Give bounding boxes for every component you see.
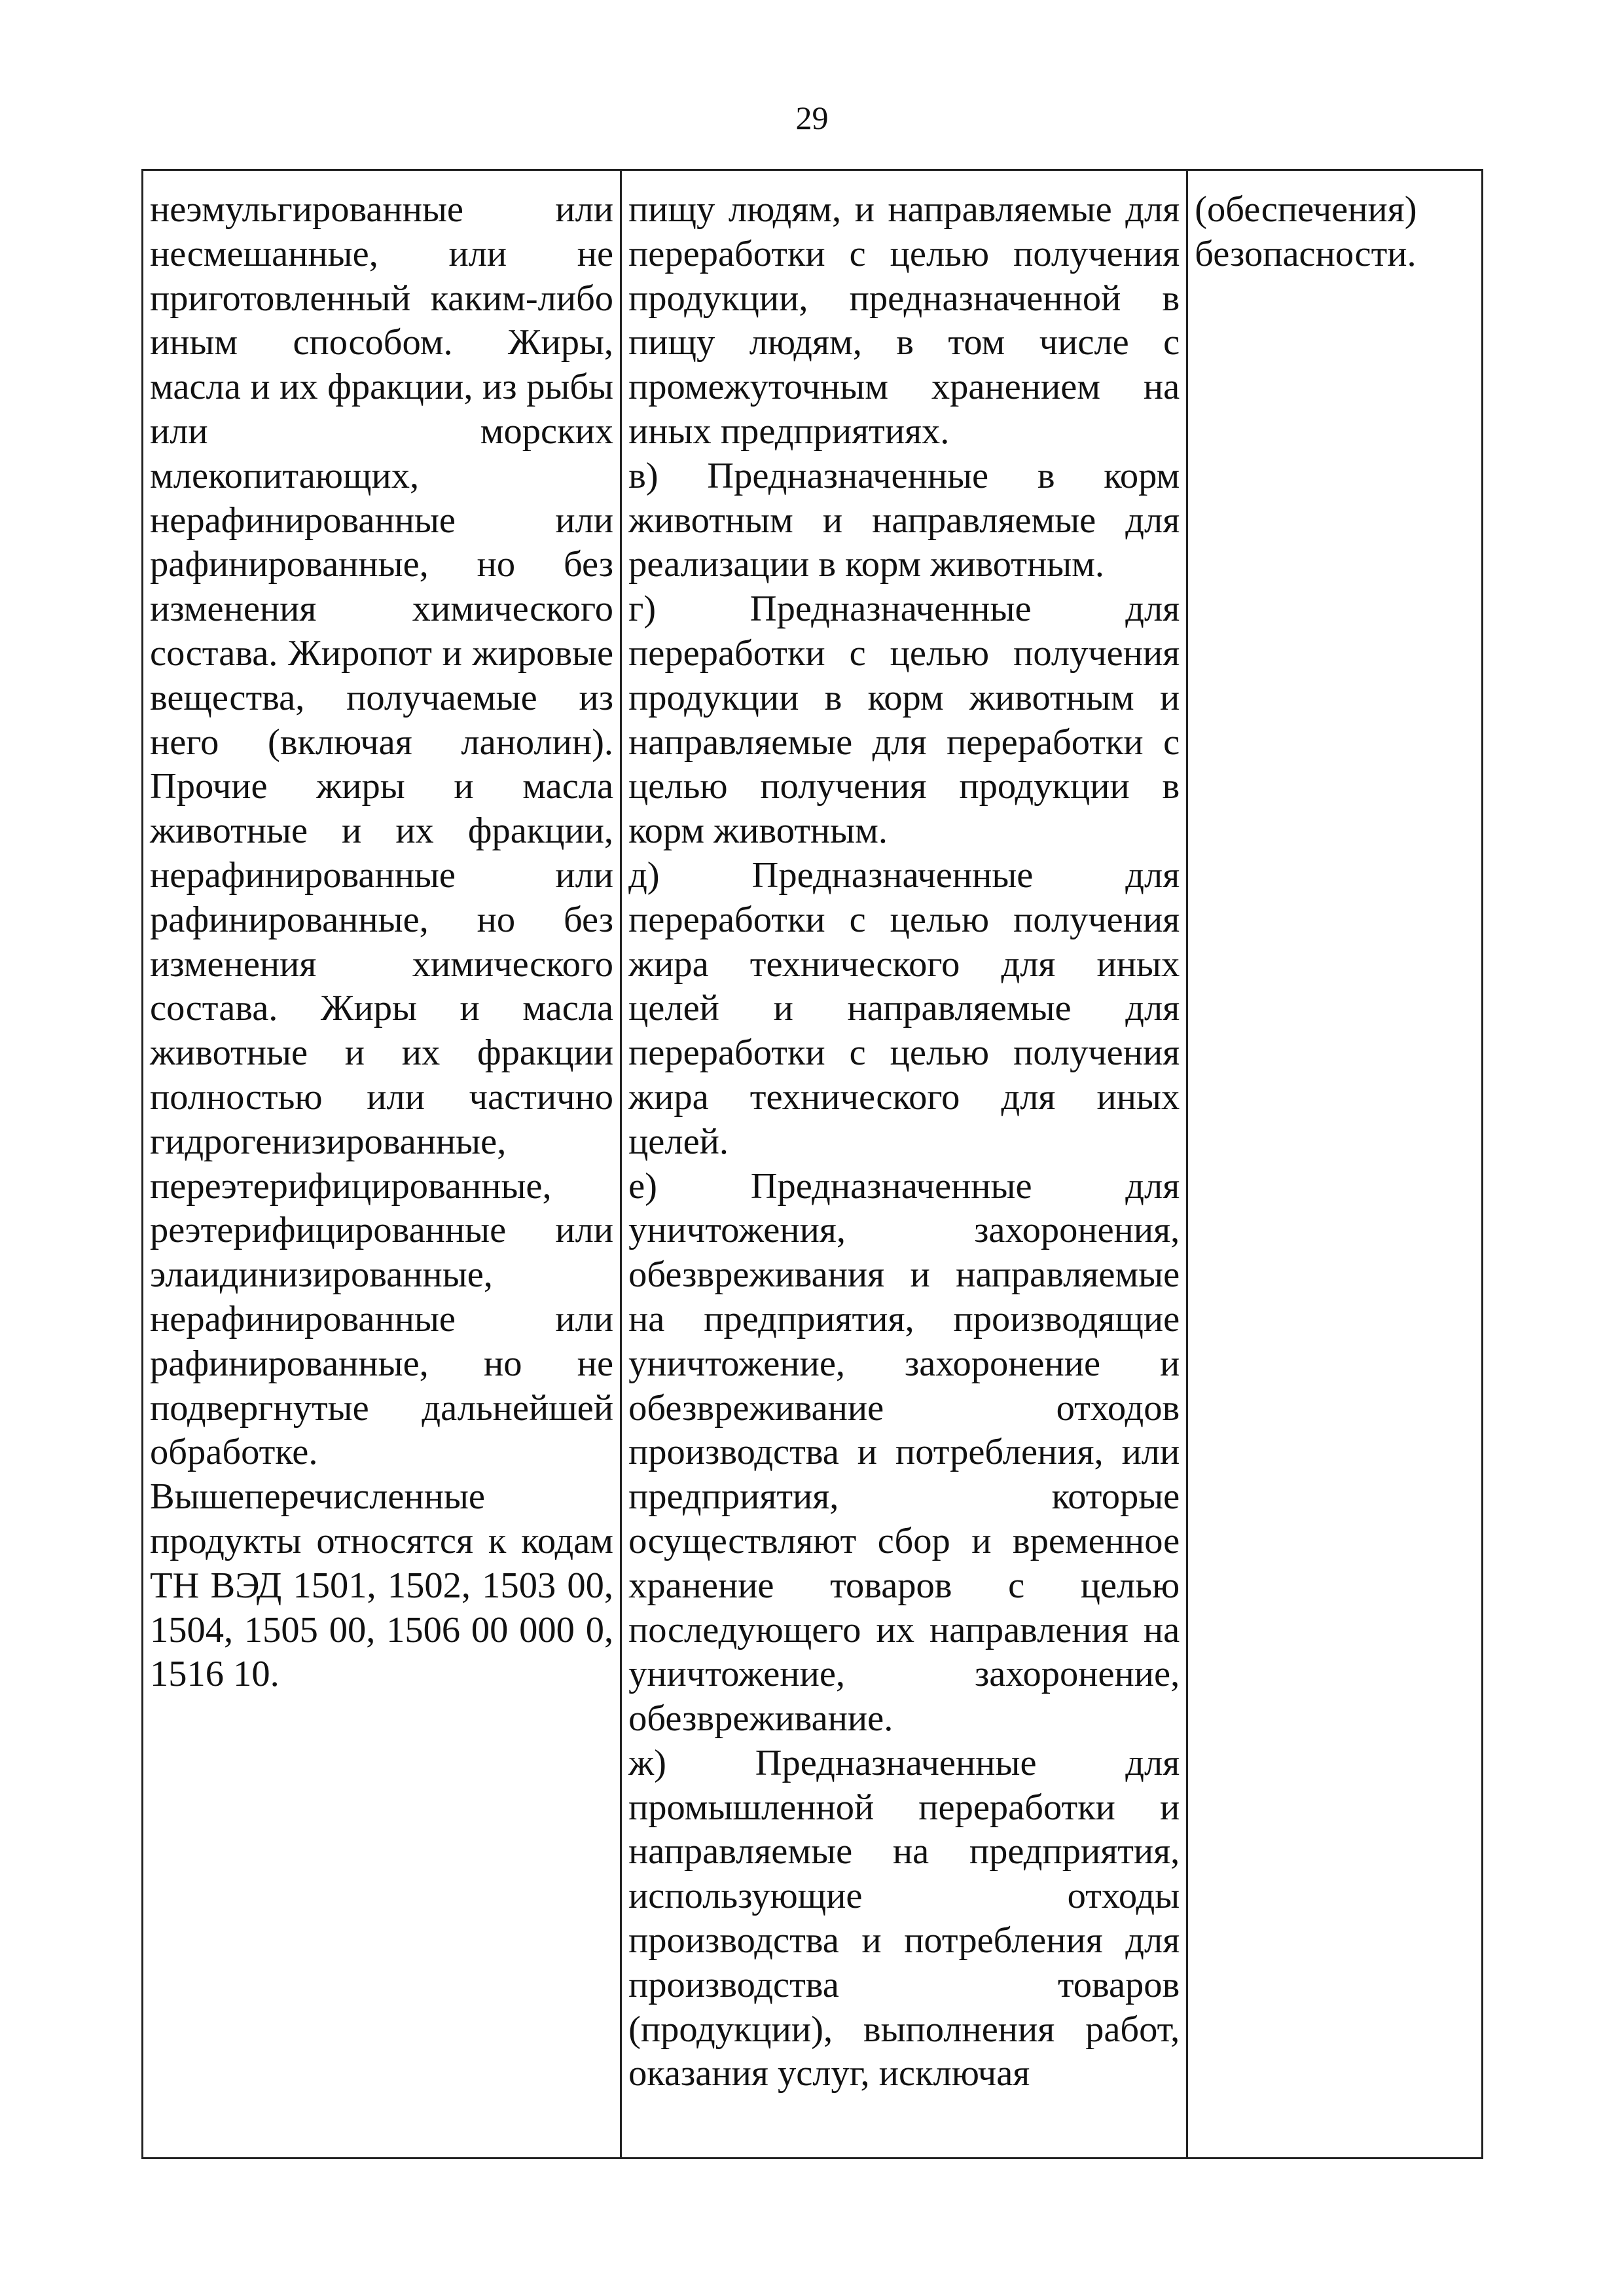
product-description-paragraph: неэмульгированные или несмешанные, или не приготовленный каким-либо иным способом. Жиры, масла и их фракции, из рыбы или морских млекопитающих, нерафинированные или рафинированные, но без изменения химического состава. Жиропот и жировые вещества, получаемые из него (включая ланолин). Прочие жиры и масла животные и их фракции, нерафинированные или рафинированные, но без изменения химического состава. Жиры и масла животные и их фракции полностью или частично гидрогенизированные, переэтерифицированные, реэтерифицированные или элаидинизированные, нерафинированные или рафинированные, но не подвергнутые дальнейшей обработке.	[150, 189, 614, 1473]
tn-ved-codes-paragraph: Вышеперечисленные продукты относятся к кодам ТН ВЭД 1501, 1502, 1503 00, 1504, 1505 00, 1506 00 000 0, 1516 10.	[150, 1476, 614, 1695]
safety-note-paragraph: (обеспечения) безопасности.	[1195, 189, 1417, 274]
purpose-paragraph-d: д) Предназначенные для переработки с целью получения жира технического для иных целей и направляемые для переработки с целью получения жира технического для иных целей.	[628, 854, 1180, 1162]
document-table	[141, 169, 1483, 2159]
cell-safety-note	[1187, 170, 1483, 2159]
purpose-paragraph-b-continued: пищу людям, и направляемые для переработки с целью получения продукции, предназначенной в пищу людям, в том числе с промежуточным хранением на иных предприятиях.	[628, 189, 1180, 452]
purpose-paragraph-v: в) Предназначенные в корм животным и направляемые для реализации в корм животным.	[628, 455, 1180, 585]
cell-product-description	[143, 170, 621, 2159]
page-number: 29	[795, 100, 829, 136]
cell-purpose-description	[621, 170, 1187, 2159]
purpose-paragraph-e: е) Предназначенные для уничтожения, захоронения, обезвреживания и направляемые на предприятия, производящие уничтожение, захоронение и обезвреживание отходов производства и потребления, или предприятия, которые осуществляют сбор и временное хранение товаров с целью последующего их направления на уничтожение, захоронение, обезвреживание.	[628, 1165, 1180, 1740]
purpose-paragraph-zh: ж) Предназначенные для промышленной переработки и направляемые на предприятия, использующие отходы производства и потребления для производства товаров (продукции), выполнения работ, оказания услуг, исключая	[628, 1742, 1180, 2094]
purpose-description-text	[628, 188, 1180, 2096]
table-row	[143, 170, 1483, 2159]
purpose-paragraph-g: г) Предназначенные для переработки с целью получения продукции в корм животным и направляемые для переработки с целью получения продукции в корм животным.	[628, 589, 1180, 852]
product-description-text	[150, 188, 613, 1697]
safety-note-text	[1195, 188, 1475, 277]
